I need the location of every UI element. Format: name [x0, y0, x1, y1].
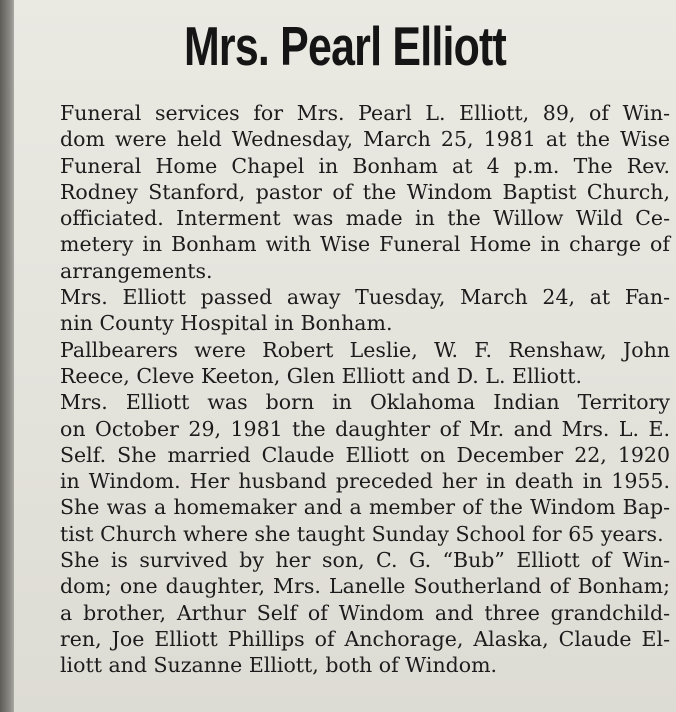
text-line: Mrs. Elliott passed away Tuesday, March 24, at Fan-	[60, 285, 670, 310]
text-line: in Windom. Her husband preceded her in death in 1955.	[60, 469, 670, 494]
text-line: dom were held Wednesday, March 25, 1981 at the Wise	[60, 127, 670, 152]
text-line: Reece, Cleve Keeton, Glen Elliott and D. L. Elliott.	[60, 363, 582, 388]
text-line: officiated. Interment was made in the Willow Wild Ce-	[60, 206, 670, 231]
text-line: Pallbearers were Robert Leslie, W. F. Renshaw, John	[60, 337, 670, 362]
paragraph-passed-away	[22, 284, 670, 337]
obituary-body	[22, 100, 670, 679]
text-line: Funeral Home Chapel in Bonham at 4 p.m. The Rev.	[60, 153, 670, 178]
text-line: dom; one daughter, Mrs. Lanelle Southerland of Bonham;	[60, 574, 670, 599]
paragraph-survivors	[22, 547, 670, 678]
text-line: liott and Suzanne Elliott, both of Windom.	[60, 653, 498, 678]
text-line: Self. She married Claude Elliott on December 22, 1920	[60, 442, 670, 467]
text-line: tist Church where she taught Sunday School for 65 years.	[60, 521, 664, 546]
text-line: She was a homemaker and a member of the Windom Bap-	[60, 495, 670, 520]
text-line: arrangements.	[60, 258, 213, 283]
text-line: metery in Bonham with Wise Funeral Home in charge of	[60, 232, 670, 257]
paragraph-biography	[22, 389, 670, 547]
paragraph-pallbearers	[22, 337, 670, 390]
text-line: a brother, Arthur Self of Windom and three grandchild-	[60, 600, 670, 625]
text-line: Mrs. Elliott was born in Oklahoma Indian Territory	[60, 390, 670, 415]
obituary-headline: Mrs. Pearl Elliott	[183, 15, 507, 77]
text-line: nin County Hospital in Bonham.	[60, 311, 393, 336]
text-line: Funeral services for Mrs. Pearl L. Elliott, 89, of Win-	[60, 101, 670, 125]
text-line: on October 29, 1981 the daughter of Mr. and Mrs. L. E.	[60, 416, 670, 441]
text-line: She is survived by her son, C. G. “Bub” Elliott of Win-	[60, 548, 670, 573]
newspaper-clipping	[14, 0, 676, 712]
paragraph-funeral-services	[22, 100, 670, 284]
text-line: ren, Joe Elliott Phillips of Anchorage, Alaska, Claude El-	[60, 626, 670, 651]
text-line: Rodney Stanford, pastor of the Windom Baptist Church,	[60, 179, 670, 204]
page-edge	[0, 0, 14, 712]
